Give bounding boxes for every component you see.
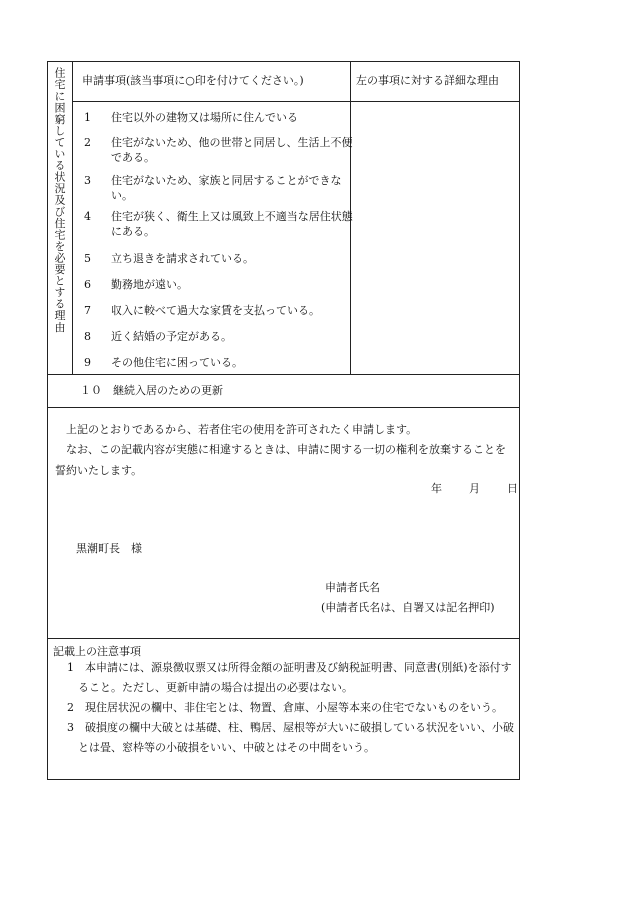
note-item: 1 本申請には、源泉徴収票又は所得金額の証明書及び納税証明書、同意書(別紙)を添付すること。ただし、更新申請の場合は提出の必要はない。 — [67, 661, 512, 694]
column-header-reason: 左の事項に対する詳細な理由 — [356, 74, 499, 87]
item-number: 2 — [84, 136, 91, 149]
applicant-name-label: 申請者氏名 — [325, 581, 380, 594]
date-month-label: 月 — [469, 482, 480, 495]
notes-list — [55, 658, 517, 758]
item-text: 住宅が狭く、衛生上又は風致上不適当な居住状態にある。 — [111, 210, 353, 238]
applicant-name-note: (申請者氏名は、自署又は記名押印) — [321, 601, 495, 614]
note-item: 3 破損度の欄中大破とは基礎、柱、鴨居、屋根等が大いに破損している状況をいい、小破とは畳、窓枠等の小破損をいい、中破とはその中間をいう。 — [67, 721, 514, 754]
notes-title: 記載上の注意事項 — [53, 645, 141, 658]
item-text: 収入に較べて過大な家賃を支払っている。 — [111, 304, 320, 317]
item-text: 住宅以外の建物又は場所に住んでいる — [111, 111, 298, 124]
date-day-label: 日 — [507, 482, 518, 495]
table-top-border — [47, 61, 520, 62]
header-row-divider — [72, 101, 520, 102]
table-bottom-border — [47, 779, 520, 780]
item-text: その他住宅に困っている。 — [111, 356, 243, 369]
items-bottom-divider — [47, 374, 520, 375]
declaration-line2: なお、この記載内容が実態に相違するときは、申請に関する一切の権利を放棄することを誓約いたします。 — [55, 443, 506, 477]
item-number: 5 — [84, 252, 91, 265]
item-text: 勤務地が遠い。 — [111, 278, 188, 291]
item10-bottom-divider — [47, 407, 520, 408]
item10-renewal: １０ 継続入居のための更新 — [80, 384, 223, 397]
side-heading: 住宅に困窮している状況及び住宅を必要とする理由 — [53, 67, 66, 333]
item-text: 住宅がないため、他の世帯と同居し、生活上不便である。 — [111, 136, 353, 164]
item-number: 3 — [84, 174, 91, 187]
column-header-request: 申請事項(該当事項に○印を付けてください。) — [82, 74, 304, 87]
item-number: 1 — [84, 111, 91, 124]
application-form — [47, 61, 520, 780]
side-heading-divider — [72, 61, 73, 374]
item-number: 6 — [84, 278, 91, 291]
item-number: 4 — [84, 210, 91, 223]
table-right-border — [519, 61, 520, 780]
item-number: 7 — [84, 304, 91, 317]
item-text: 立ち退きを請求されている。 — [111, 252, 254, 265]
declaration-bottom-divider — [47, 638, 520, 639]
item-number: 8 — [84, 330, 91, 343]
date-year-label: 年 — [431, 482, 442, 495]
note-item: 2 現住居状況の欄中、非住宅とは、物置、倉庫、小屋等本来の住宅でないものをいう。 — [67, 701, 503, 714]
item-text: 住宅がないため、家族と同居することができない。 — [111, 174, 342, 202]
declaration-line1: 上記のとおりであるから、若者住宅の使用を許可されたく申請します。 — [66, 423, 418, 436]
addressee: 黒潮町長 様 — [76, 542, 142, 555]
item-number: 9 — [84, 356, 91, 369]
item-text: 近く結婚の予定がある。 — [111, 330, 232, 343]
